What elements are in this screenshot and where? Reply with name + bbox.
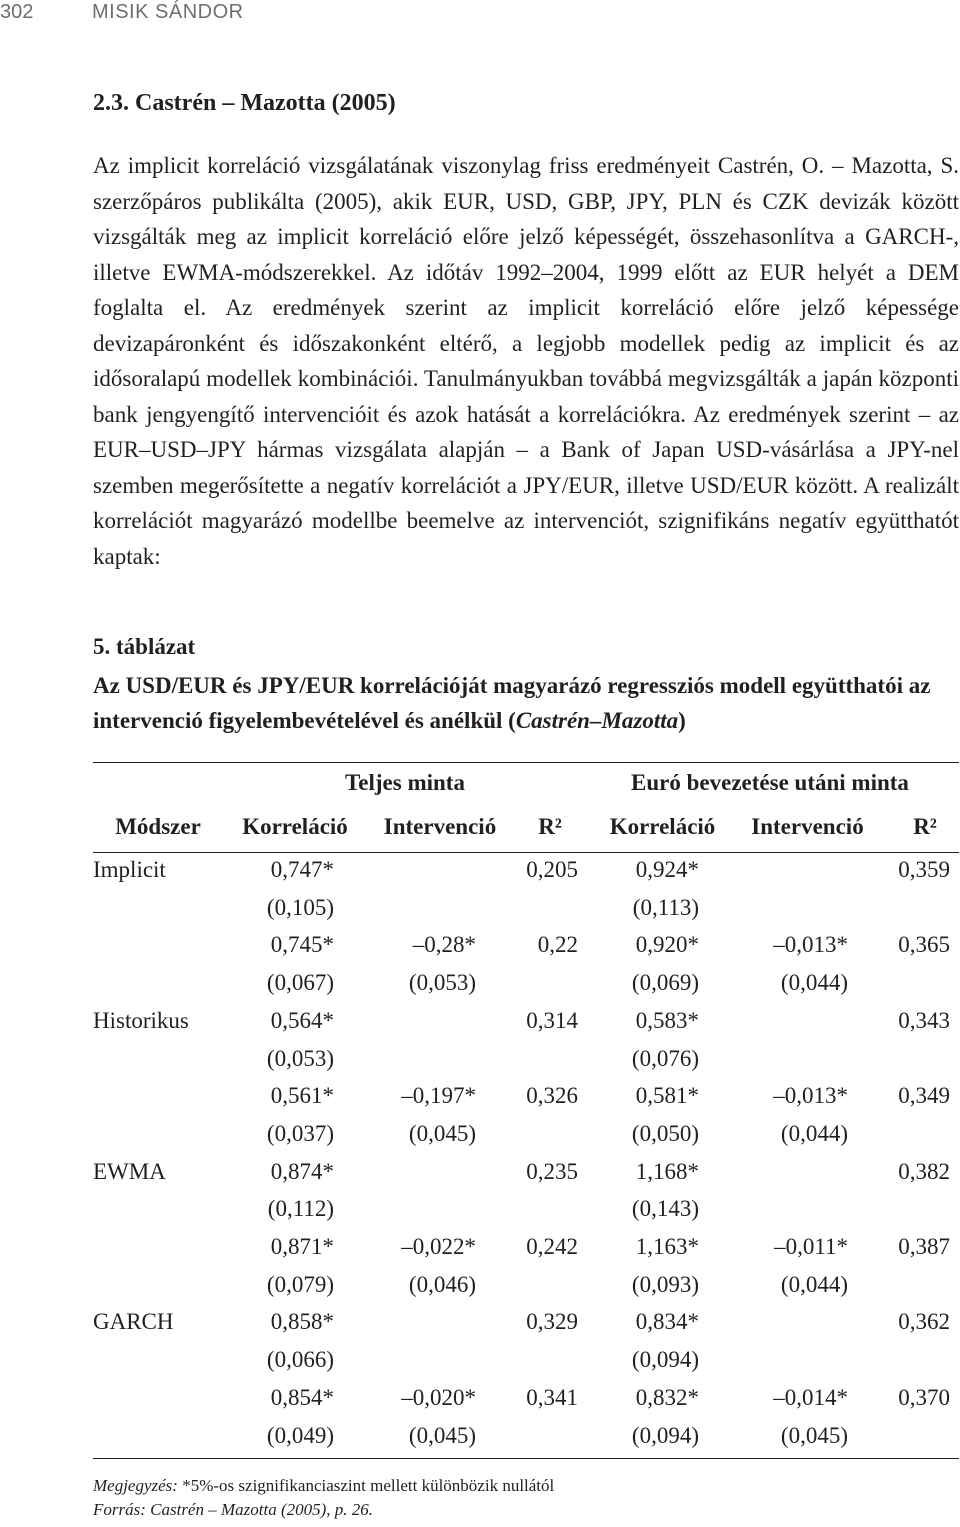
table-cell-intervention-post: –0,011* [774,1234,848,1259]
table-cell-r2: 0,341 [526,1384,578,1410]
table-cell-r2: 0,326 [526,1083,578,1109]
table-cell-intervention-post: –0,013* [773,932,848,958]
table-cell-correlation-post: (0,076) [631,1045,699,1071]
note-label: Megjegyzés: [93,1476,178,1495]
table-cell-r2: 0,314 [526,1007,578,1033]
table-cell-correlation: (0,037) [266,1120,334,1146]
table-cell-r2-post: 0,359 [898,857,950,882]
table-title [93,668,959,738]
table-cell-correlation-post: (0,069) [631,970,699,996]
table-cell-correlation: (0,079) [266,1271,334,1297]
table-cell-r2-post: 0,382 [898,1158,950,1184]
table-cell-intervention: (0,053) [408,970,476,996]
col-header-method: Módszer [115,814,201,839]
table-cell-correlation-post: 0,924* [635,857,699,882]
table-cell-correlation-post: 1,168* [635,1158,699,1184]
table-cell-correlation: (0,105) [266,894,334,920]
table-cell-correlation: 0,561* [270,1083,334,1109]
table-cell-intervention-post: (0,045) [780,1422,848,1448]
table-cell-correlation: (0,066) [266,1347,334,1373]
table-cell-correlation-post: 0,583* [635,1007,699,1033]
table-cell-correlation: (0,112) [267,1196,334,1222]
table-cell-intervention-post: –0,013* [773,1083,848,1109]
col-header-intervention-post: Intervenció [751,814,864,839]
table-cell-correlation: 0,871* [270,1234,334,1259]
table-cell-correlation-post: (0,050) [631,1120,699,1146]
col-header-r2-post: R² [913,814,937,839]
table-cell-method: GARCH [93,1309,174,1335]
table-cell-r2-post: 0,365 [898,932,950,958]
col-header-r2: R² [538,814,562,839]
group-header-post-euro-sample: Euró bevezetése utáni minta [631,770,909,795]
col-header-intervention: Intervenció [383,814,497,839]
table-cell-correlation-post: 0,834* [635,1309,699,1335]
table-cell-r2: 0,329 [526,1309,578,1335]
table-cell-correlation: 0,564* [270,1007,334,1033]
table-cell-intervention: –0,28* [412,932,476,958]
table-cell-correlation-post: 0,920* [635,932,699,958]
table-cell-correlation-post: 1,163* [635,1234,699,1259]
table-cell-r2-post: 0,370 [898,1384,950,1410]
table-cell-correlation: 0,858* [270,1309,334,1335]
table-cell-correlation: 0,745* [270,932,334,958]
table-cell-correlation: 0,747* [270,857,334,882]
running-head-author: MISIK SÁNDOR [92,1,244,23]
table-cell-intervention: (0,045) [408,1120,476,1146]
table-bottom-rule [93,1458,959,1459]
table-cell-intervention-post: (0,044) [780,1120,848,1146]
table-note [93,1474,959,1522]
section-title: 2.3. Castrén – Mazotta (2005) [93,90,396,116]
table-cell-r2-post: 0,387 [898,1234,950,1259]
col-header-correlation: Korreláció [242,814,348,839]
table-cell-r2: 0,205 [526,857,578,882]
table-cell-correlation: (0,053) [266,1045,334,1071]
table-cell-correlation-post: (0,094) [631,1347,699,1373]
group-header-full-sample: Teljes minta [345,770,465,795]
table-cell-correlation-post: 0,581* [635,1083,699,1109]
table-cell-intervention-post: –0,014* [773,1384,848,1410]
note-text: *5%-os szignifikanciaszint mellett különbözik nullától [177,1476,555,1495]
table-cell-correlation-post: (0,093) [631,1271,699,1297]
table-cell-correlation: 0,874* [270,1158,334,1184]
source-text: Forrás: Castrén – Mazotta (2005), p. 26. [93,1500,374,1519]
table-cell-intervention-post: (0,044) [780,970,848,996]
table-header-rule [93,852,959,853]
table-title-close: ) [678,708,686,733]
table-title-source: Castrén–Mazotta [515,708,679,733]
table-cell-method: Implicit [93,857,166,882]
table-cell-method: Historikus [93,1007,189,1033]
table-cell-r2: 0,22 [537,932,578,958]
table-cell-correlation-post: (0,143) [631,1196,699,1222]
table-cell-r2-post: 0,362 [898,1309,950,1335]
table-cell-intervention: –0,197* [401,1083,476,1109]
table-cell-r2-post: 0,349 [898,1083,950,1109]
table-cell-correlation: (0,049) [266,1422,334,1448]
table-cell-r2: 0,235 [526,1158,578,1184]
col-header-correlation-post: Korreláció [609,814,716,839]
table-cell-correlation-post: 0,832* [635,1384,699,1410]
table-cell-intervention: –0,022* [401,1234,476,1259]
page-number: 302 [0,1,34,23]
table-cell-intervention: (0,046) [408,1271,476,1297]
table-cell-correlation: (0,067) [266,970,334,996]
table-cell-r2: 0,242 [526,1234,578,1259]
body-paragraph: Az implicit korreláció vizsgálatának viszonylag friss eredményeit Castrén, O. – Mazotta, S. szerzőpáros publikálta (2005), akik EUR, USD, GBP, JPY, PLN és CZK devizák között vizsgálták meg az implicit korreláció előre jelző képességét, összehasonlítva a GARCH-, illetve EWMA-módszerekkel. Az időtáv 1992–2004, 1999 előtt az EUR helyét a DEM foglalta el. Az eredmények szerint az implicit korreláció előre jelző képessége devizapáronként és időszakonként eltérő, a legjobb modellek pedig az implicit és az idősoralapú modellek kombinációi. Tanulmányukban továbbá megvizsgálták a japán központi bank jengyengítő intervencióit és azok hatását a korrelációkra. Az eredmények szerint – az EUR–USD–JPY hármas vizsgálata alapján – a Bank of Japan USD-vásárlása a JPY-nel szemben megerősítette a negatív korrelációt a JPY/EUR, illetve USD/EUR között. A realizált korrelációt magyarázó modellbe beemelve az intervenciót, szignifikáns negatív együtthatót kaptak: [93,153,959,569]
table-cell-intervention: –0,020* [401,1384,476,1410]
table-title-main: Az USD/EUR és JPY/EUR korrelációját magyarázó regressziós modell együtthatói az intervenció figyelembevételével és anélkül ( [93,673,931,733]
table-number: 5. táblázat [93,634,196,659]
table-cell-intervention: (0,045) [408,1422,476,1448]
table-cell-r2-post: 0,343 [898,1007,950,1033]
table-top-rule [93,762,959,763]
table-cell-correlation-post: (0,113) [632,894,699,920]
table-cell-method: EWMA [93,1158,166,1184]
table-cell-intervention-post: (0,044) [780,1271,848,1297]
table-cell-correlation-post: (0,094) [631,1422,699,1448]
table-cell-correlation: 0,854* [270,1384,334,1410]
